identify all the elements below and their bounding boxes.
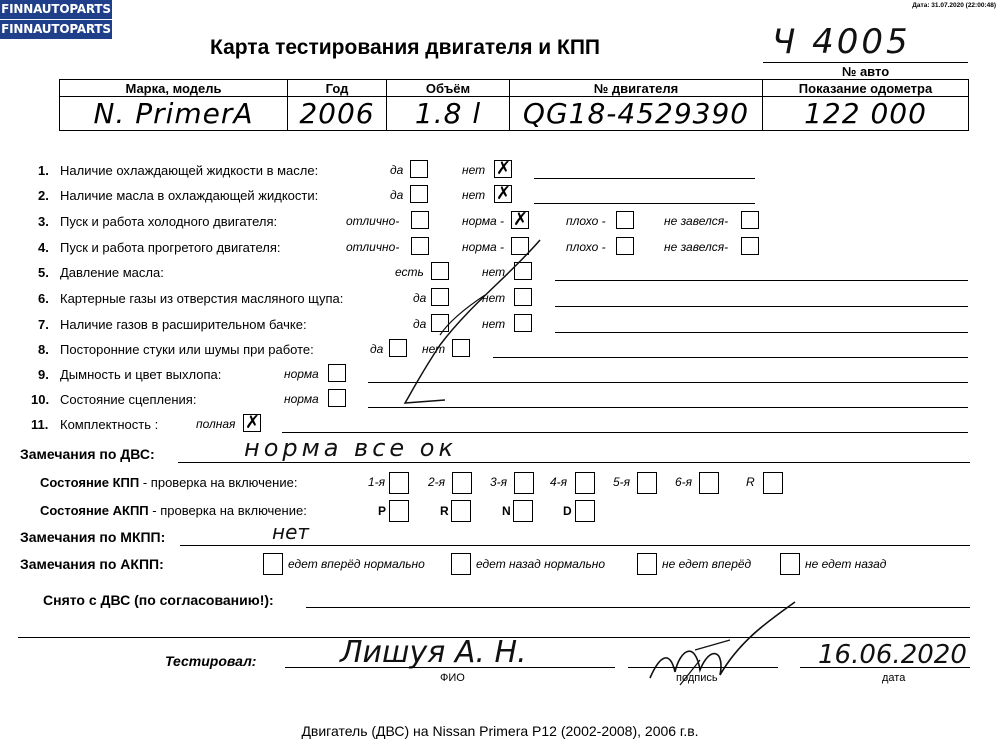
item-label: Пуск и работа холодного двигателя:	[60, 214, 278, 229]
check-mark: ✗	[513, 209, 529, 230]
remarks-akpp-label: Замечания по АКПП:	[20, 556, 164, 572]
gear-checkbox[interactable]	[575, 472, 595, 494]
gear-label: 1-я	[368, 475, 386, 489]
item-number: 10.	[31, 392, 50, 407]
akpp-remark-checkbox[interactable]	[637, 553, 657, 575]
item-answer-line	[555, 280, 968, 281]
akpp-remark-checkbox[interactable]	[263, 553, 283, 575]
gear-checkbox[interactable]	[513, 500, 533, 522]
item-number: 5.	[38, 265, 49, 280]
watermark-logo: FINNAUTOPARTS	[0, 0, 112, 19]
value-make-model: N. PrimerA	[60, 97, 288, 131]
option-label: отлично-	[346, 214, 400, 228]
option-label: нет	[482, 265, 506, 279]
removed-label: Снято с ДВС (по согласованию!):	[43, 592, 274, 608]
option-label: да	[413, 291, 427, 305]
gear-label: D	[563, 504, 572, 518]
option-checkbox[interactable]	[410, 160, 428, 178]
gear-label: N	[502, 504, 511, 518]
akpp-remark-label: не едет вперёд	[662, 557, 752, 571]
remarks-engine-line	[178, 462, 970, 463]
item-number: 3.	[38, 214, 49, 229]
gear-label: 2-я	[428, 475, 446, 489]
akpp-remark-label: едет вперёд нормально	[288, 557, 425, 571]
check-mark: ✗	[496, 158, 512, 179]
gear-label: P	[378, 504, 387, 518]
akpp-label: Состояние АКПП - проверка на включение:	[40, 503, 307, 518]
auto-number-handwritten: Ч 4005	[772, 22, 911, 62]
auto-number-label: № авто	[841, 64, 890, 79]
option-label: да	[390, 163, 404, 177]
option-checkbox[interactable]	[741, 211, 759, 229]
option-label: норма	[284, 392, 319, 406]
option-label: не завелся-	[664, 214, 729, 228]
item-answer-line	[534, 178, 755, 179]
col-engine-no: № двигателя	[510, 80, 763, 97]
watermark-logo-2: FINNAUTOPARTS	[0, 20, 112, 39]
option-label: нет	[462, 163, 486, 177]
option-label: да	[370, 342, 384, 356]
option-checkbox[interactable]	[410, 185, 428, 203]
option-label: полная	[196, 417, 236, 431]
item-number: 7.	[38, 317, 49, 332]
item-answer-line	[534, 203, 755, 204]
gear-checkbox[interactable]	[514, 472, 534, 494]
tested-label: Тестировал:	[165, 653, 257, 669]
item-answer-line	[555, 332, 968, 333]
item-label: Посторонние стуки или шумы при работе:	[60, 342, 314, 357]
remarks-mkpp-label: Замечания по МКПП:	[20, 529, 166, 545]
gear-label: 4-я	[550, 475, 568, 489]
photo-caption: Двигатель (ДВС) на Nissan Primera P12 (2002-2008), 2006 г.в.	[301, 723, 699, 739]
remarks-mkpp-line	[180, 545, 970, 546]
gear-checkbox[interactable]	[637, 472, 657, 494]
option-checkbox[interactable]	[328, 364, 346, 382]
option-label: нет	[482, 317, 506, 331]
item-label: Наличие масла в охлаждающей жидкости:	[60, 188, 319, 203]
auto-number-line	[763, 62, 968, 63]
item-answer-line	[555, 306, 968, 307]
gear-label: 3-я	[490, 475, 508, 489]
gear-checkbox[interactable]	[389, 500, 409, 522]
gear-checkbox[interactable]	[699, 472, 719, 494]
date-stamp: Дата: 31.07.2020 (22:00:48)	[912, 2, 996, 9]
item-label: Давление масла:	[60, 265, 164, 280]
signature-line	[628, 667, 778, 668]
check-mark: ✗	[245, 412, 261, 433]
kpp-label: Состояние КПП - проверка на включение:	[40, 475, 298, 490]
date-line	[800, 667, 970, 668]
item-label: Состояние сцепления:	[60, 392, 197, 407]
date-caption: дата	[882, 672, 906, 684]
item-label: Наличие охлаждающей жидкости в масле:	[60, 163, 319, 178]
value-engine-no: QG18-4529390	[510, 97, 763, 131]
signature-caption: подпись	[676, 672, 718, 684]
option-label: плохо -	[566, 214, 606, 228]
value-volume: 1.8 l	[387, 97, 510, 131]
item-label: Картерные газы из отверстия масляного щупа:	[60, 291, 344, 306]
item-number: 6.	[38, 291, 49, 306]
remarks-mkpp-value: нет	[272, 520, 310, 544]
option-label: норма -	[462, 240, 505, 254]
option-label: да	[390, 188, 404, 202]
gear-label: R	[440, 504, 449, 518]
gear-checkbox[interactable]	[389, 472, 409, 494]
item-number: 11.	[31, 417, 49, 432]
name-line	[285, 667, 615, 668]
gear-checkbox[interactable]	[763, 472, 783, 494]
remarks-engine-label: Замечания по ДВС:	[20, 446, 155, 462]
col-year: Год	[288, 80, 387, 97]
vehicle-header-table	[59, 79, 969, 131]
item-number: 1.	[38, 163, 49, 178]
akpp-remark-label: едет назад нормально	[476, 557, 606, 571]
option-label: есть	[395, 265, 424, 279]
item-label: Пуск и работа прогретого двигателя:	[60, 240, 281, 255]
item-answer-line	[493, 357, 968, 358]
value-year: 2006	[288, 97, 387, 131]
item-answer-line	[282, 432, 968, 433]
option-label: не завелся-	[664, 240, 729, 254]
removed-line	[306, 607, 970, 608]
option-checkbox[interactable]	[616, 211, 634, 229]
signature	[640, 600, 800, 695]
col-make-model: Марка, модель	[60, 80, 288, 97]
option-label: нет	[422, 342, 446, 356]
value-odometer: 122 000	[763, 97, 969, 131]
item-label: Наличие газов в расширительном бачке:	[60, 317, 307, 332]
gear-checkbox[interactable]	[452, 472, 472, 494]
option-checkbox[interactable]	[741, 237, 759, 255]
gear-label: 6-я	[675, 475, 693, 489]
gear-checkbox[interactable]	[575, 500, 595, 522]
option-label: плохо -	[566, 240, 606, 254]
name-caption: ФИО	[440, 672, 465, 684]
tester-name: Лишуя А. Н.	[340, 635, 527, 670]
option-label: норма -	[462, 214, 505, 228]
akpp-remark-checkbox[interactable]	[780, 553, 800, 575]
option-label: нет	[482, 291, 506, 305]
option-checkbox[interactable]	[616, 237, 634, 255]
item-label: Дымность и цвет выхлопа:	[60, 367, 222, 382]
strike-scribble	[390, 235, 550, 410]
option-label: отлично-	[346, 240, 400, 254]
item-number: 4.	[38, 240, 49, 255]
page-title: Карта тестирования двигателя и КПП	[210, 36, 601, 59]
remarks-engine-value: норма все ок	[244, 434, 457, 462]
test-date: 16.06.2020	[818, 640, 967, 670]
col-volume: Объём	[387, 80, 510, 97]
item-number: 8.	[38, 342, 49, 357]
option-checkbox[interactable]	[328, 389, 346, 407]
option-checkbox[interactable]	[411, 211, 429, 229]
item-number: 2.	[38, 188, 49, 203]
col-odometer: Показание одометра	[763, 80, 969, 97]
check-mark: ✗	[496, 183, 512, 204]
gear-label: 5-я	[613, 475, 631, 489]
akpp-remark-checkbox[interactable]	[451, 553, 471, 575]
gear-checkbox[interactable]	[451, 500, 471, 522]
option-label: да	[413, 317, 427, 331]
option-label: норма	[284, 367, 319, 381]
item-number: 9.	[38, 367, 49, 382]
akpp-remark-label: не едет назад	[805, 557, 887, 571]
gear-label: R	[746, 475, 755, 489]
option-label: нет	[462, 188, 486, 202]
item-label: Комплектность :	[60, 417, 159, 432]
